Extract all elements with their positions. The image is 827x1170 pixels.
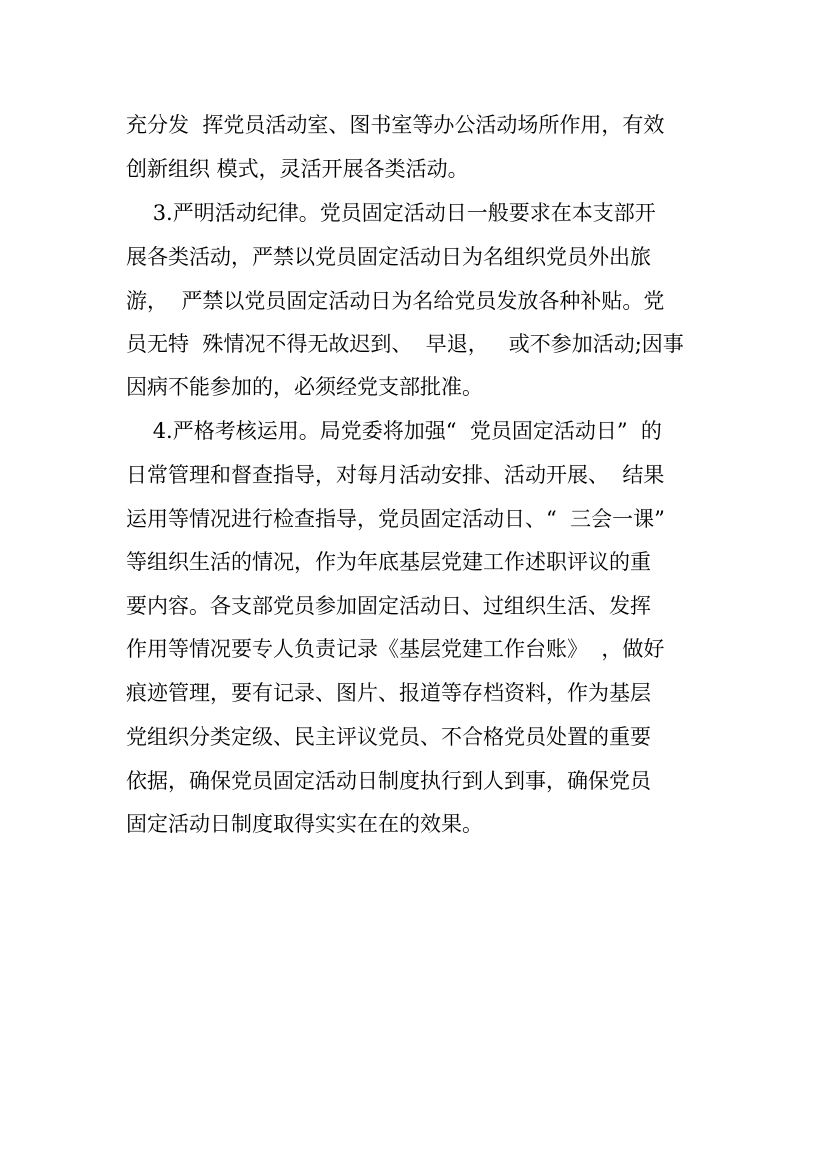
text-line: 要内容。各支部党员参加固定活动日、过组织生活、发挥 [126,594,651,618]
text-line: 充分发 挥党员活动室、图书室等办公活动场所作用，有效 [126,113,665,137]
text-line: 等组织生活的情况，作为年底基层党建工作述职评议的重 [126,550,651,574]
text-line: 依据，确保党员固定活动日制度执行到人到事，确保党员 [126,769,651,793]
text-line: 游， 严禁以党员固定活动日为名给党员发放各种补贴。党 [126,289,665,313]
text-line: 固定活动日制度取得实实在在的效果。 [126,812,483,836]
text-line: 日常管理和督查指导，对每月活动安排、活动开展、 结果 [126,463,665,487]
text-line: 党组织分类定级、民主评议党员、不合格党员处置的重要 [126,725,651,749]
text-line: 4.严格考核运用。局党委将加强“ 党员固定活动日” 的 [126,419,662,443]
text-line: 痕迹管理，要有记录、图片、报道等存档资料，作为基层 [126,681,651,705]
text-line: 3.严明活动纪律。党员固定活动日一般要求在本支部开 [126,201,656,225]
text-line: 作用等情况要专人负责记录《基层党建工作台账》 ，做好 [126,637,665,661]
text-line: 运用等情况进行检查指导，党员固定活动日、“ 三会一课” [126,507,665,531]
text-line: 创新组织 模式，灵活开展各类活动。 [126,157,469,181]
text-line: 展各类活动，严禁以党员固定活动日为名组织党员外出旅 [126,245,651,269]
text-line: 员无特 殊情况不得无故迟到、 早退， 或不参加活动;因事 [126,332,684,356]
text-line: 因病不能参加的，必须经党支部批准。 [126,375,483,399]
